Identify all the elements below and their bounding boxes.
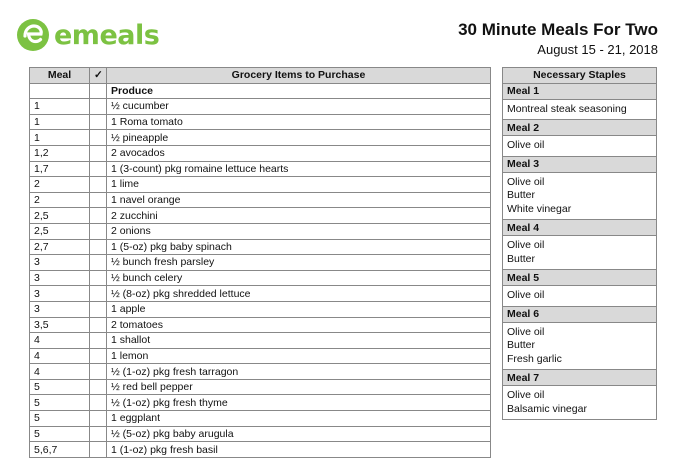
grocery-item-cell: 2 onions — [107, 223, 491, 239]
staples-meal-header-row — [503, 120, 657, 136]
grocery-row — [30, 130, 491, 146]
grocery-item-cell: 1 Roma tomato — [107, 114, 491, 130]
staples-items-cell — [503, 172, 657, 220]
grocery-item-cell: 1 (3-count) pkg romaine lettuce hearts — [107, 161, 491, 177]
grocery-row — [30, 442, 491, 458]
meal-number-cell: 4 — [30, 364, 90, 380]
meal-number-cell: 2 — [30, 177, 90, 193]
checkbox-cell[interactable] — [90, 114, 107, 130]
staples-items-row — [503, 136, 657, 157]
grocery-item-cell: 1 shallot — [107, 333, 491, 349]
date-range: August 15 - 21, 2018 — [537, 42, 658, 57]
checkbox-cell[interactable] — [90, 364, 107, 380]
meal-number-cell: 3 — [30, 255, 90, 271]
staples-meal-label: Meal 3 — [503, 156, 657, 172]
grocery-item-cell: ½ bunch fresh parsley — [107, 255, 491, 271]
staple-item: Olive oil — [507, 289, 545, 302]
meal-number-cell: 5 — [30, 379, 90, 395]
staple-item: Butter — [507, 339, 536, 352]
staples-meal-label: Meal 4 — [503, 220, 657, 236]
grocery-row — [30, 411, 491, 427]
emeals-logo — [16, 18, 159, 52]
staples-meal-label: Meal 6 — [503, 306, 657, 322]
grocery-item-cell: 1 navel orange — [107, 192, 491, 208]
staples-items-row — [503, 322, 657, 370]
meal-number-cell: 1,7 — [30, 161, 90, 177]
checkbox-cell[interactable] — [90, 442, 107, 458]
grocery-row — [30, 255, 491, 271]
meal-number-cell: 1 — [30, 130, 90, 146]
staples-items-cell — [503, 286, 657, 307]
meal-number-cell: 1,2 — [30, 145, 90, 161]
grocery-row — [30, 99, 491, 115]
grocery-row — [30, 239, 491, 255]
grocery-item-cell: ½ (1-oz) pkg fresh tarragon — [107, 364, 491, 380]
grocery-item-cell: ½ cucumber — [107, 99, 491, 115]
grocery-row — [30, 348, 491, 364]
grocery-row — [30, 286, 491, 302]
checkbox-cell[interactable] — [90, 379, 107, 395]
staples-meal-header-row — [503, 270, 657, 286]
checkbox-cell[interactable] — [90, 270, 107, 286]
grocery-item-cell: ½ red bell pepper — [107, 379, 491, 395]
emeals-logo-icon — [16, 18, 50, 52]
section-row — [30, 83, 491, 99]
section-label: Produce — [107, 83, 491, 99]
meal-number-cell: 3,5 — [30, 317, 90, 333]
checkbox-cell[interactable] — [90, 145, 107, 161]
checkbox-cell[interactable] — [90, 192, 107, 208]
grocery-item-cell: 1 apple — [107, 301, 491, 317]
staple-item: Butter — [507, 252, 536, 265]
staple-item: Butter — [507, 189, 536, 202]
meal-number-cell: 3 — [30, 286, 90, 302]
grocery-item-cell: ½ (8-oz) pkg shredded lettuce — [107, 286, 491, 302]
checkbox-cell[interactable] — [90, 130, 107, 146]
staple-item: Olive oil — [507, 239, 545, 252]
checkbox-cell[interactable] — [90, 301, 107, 317]
staple-item: Olive oil — [507, 389, 545, 402]
staples-header-row — [503, 68, 657, 84]
staples-items-row — [503, 172, 657, 220]
grocery-row — [30, 192, 491, 208]
checkbox-cell[interactable] — [90, 177, 107, 193]
staples-meal-label: Meal 1 — [503, 83, 657, 99]
checkbox-cell[interactable] — [90, 411, 107, 427]
grocery-item-cell: 1 lime — [107, 177, 491, 193]
grocery-row — [30, 208, 491, 224]
grocery-row — [30, 333, 491, 349]
meal-number-cell: 1 — [30, 99, 90, 115]
staples-items-row — [503, 236, 657, 270]
grocery-row — [30, 223, 491, 239]
page-title: 30 Minute Meals For Two — [458, 20, 658, 39]
meal-number-cell: 5 — [30, 395, 90, 411]
meal-number-cell: 5 — [30, 411, 90, 427]
staples-meal-label: Meal 5 — [503, 270, 657, 286]
checkbox-cell[interactable] — [90, 239, 107, 255]
staple-item: White vinegar — [507, 202, 572, 215]
grocery-row — [30, 177, 491, 193]
meal-number-cell: 2 — [30, 192, 90, 208]
checkbox-cell[interactable] — [90, 223, 107, 239]
grocery-row — [30, 317, 491, 333]
grocery-row — [30, 395, 491, 411]
grocery-item-cell: 1 (1-oz) pkg fresh basil — [107, 442, 491, 458]
grocery-row — [30, 161, 491, 177]
checkbox-cell[interactable] — [90, 161, 107, 177]
checkbox-cell[interactable] — [90, 255, 107, 271]
grocery-row — [30, 379, 491, 395]
grocery-item-cell: 2 tomatoes — [107, 317, 491, 333]
meal-number-cell: 4 — [30, 333, 90, 349]
meal-number-cell: 2,5 — [30, 208, 90, 224]
staple-item: Olive oil — [507, 139, 545, 152]
section-meal-cell — [30, 83, 90, 99]
grocery-row — [30, 426, 491, 442]
section-check-cell — [90, 83, 107, 99]
grocery-row — [30, 364, 491, 380]
staples-meal-header-row — [503, 156, 657, 172]
staples-items-cell — [503, 386, 657, 420]
staples-items-cell — [503, 236, 657, 270]
staples-table — [502, 67, 657, 420]
grocery-row — [30, 270, 491, 286]
checkbox-cell[interactable] — [90, 333, 107, 349]
checkbox-cell[interactable] — [90, 317, 107, 333]
meal-number-cell: 4 — [30, 348, 90, 364]
checkbox-cell[interactable] — [90, 99, 107, 115]
check-column-header: ✓ — [90, 68, 107, 84]
grocery-item-cell: ½ (1-oz) pkg fresh thyme — [107, 395, 491, 411]
grocery-row — [30, 114, 491, 130]
meal-number-cell: 3 — [30, 301, 90, 317]
staple-item: Fresh garlic — [507, 352, 562, 365]
brand-name: emeals — [54, 19, 160, 51]
staples-items-cell — [503, 322, 657, 370]
staples-items-row — [503, 99, 657, 120]
staples-meal-header-row — [503, 370, 657, 386]
meal-number-cell: 2,5 — [30, 223, 90, 239]
meal-column-header: Meal — [30, 68, 90, 84]
grocery-item-cell: 1 lemon — [107, 348, 491, 364]
staples-items-cell — [503, 136, 657, 157]
grocery-item-cell: ½ bunch celery — [107, 270, 491, 286]
staples-meal-header-row — [503, 306, 657, 322]
staples-items-row — [503, 386, 657, 420]
checkbox-cell[interactable] — [90, 348, 107, 364]
staples-heading: Necessary Staples — [503, 68, 657, 84]
staple-item: Montreal steak seasoning — [507, 102, 627, 115]
grocery-item-cell: 1 eggplant — [107, 411, 491, 427]
meal-number-cell: 2,7 — [30, 239, 90, 255]
grocery-row — [30, 145, 491, 161]
staples-meal-label: Meal 7 — [503, 370, 657, 386]
meal-number-cell: 5 — [30, 426, 90, 442]
staples-meal-header-row — [503, 83, 657, 99]
staples-items-cell — [503, 99, 657, 120]
grocery-item-cell: ½ (5-oz) pkg baby arugula — [107, 426, 491, 442]
checkbox-cell[interactable] — [90, 395, 107, 411]
staple-item: Olive oil — [507, 325, 545, 338]
meal-number-cell: 3 — [30, 270, 90, 286]
grocery-table — [29, 67, 491, 458]
grocery-item-cell: 2 avocados — [107, 145, 491, 161]
staples-items-row — [503, 286, 657, 307]
checkbox-cell[interactable] — [90, 208, 107, 224]
meal-number-cell: 1 — [30, 114, 90, 130]
grocery-row — [30, 301, 491, 317]
staples-meal-header-row — [503, 220, 657, 236]
grocery-header-row — [30, 68, 491, 84]
page-header — [458, 20, 658, 58]
staple-item: Olive oil — [507, 175, 545, 188]
checkbox-cell[interactable] — [90, 286, 107, 302]
grocery-item-cell: ½ pineapple — [107, 130, 491, 146]
staples-meal-label: Meal 2 — [503, 120, 657, 136]
meal-number-cell: 5,6,7 — [30, 442, 90, 458]
grocery-item-cell: 1 (5-oz) pkg baby spinach — [107, 239, 491, 255]
staple-item: Balsamic vinegar — [507, 402, 587, 415]
checkbox-cell[interactable] — [90, 426, 107, 442]
grocery-item-cell: 2 zucchini — [107, 208, 491, 224]
items-column-header: Grocery Items to Purchase — [107, 68, 491, 84]
